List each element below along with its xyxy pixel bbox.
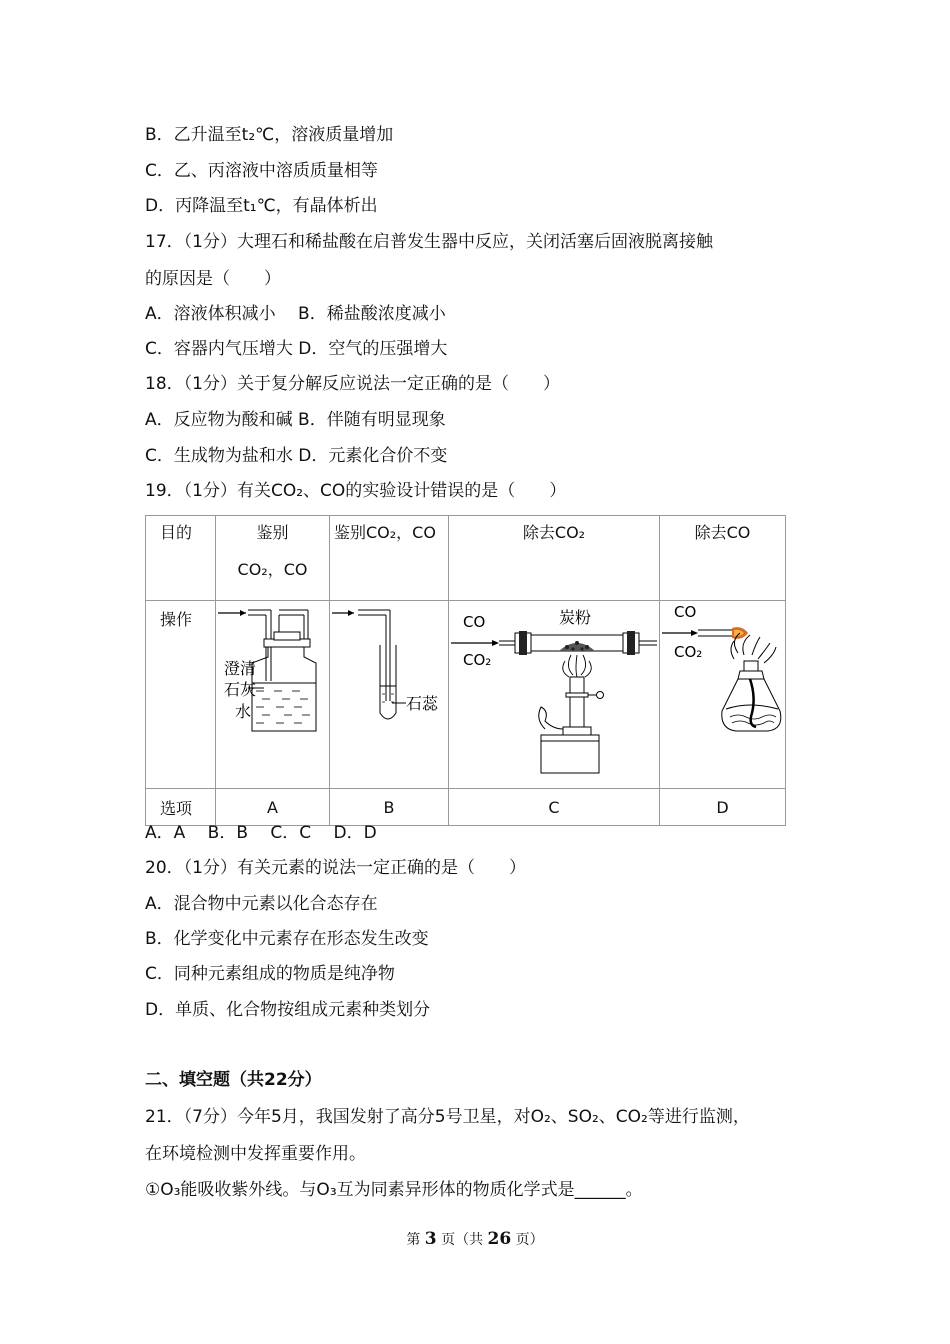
figure-c-carbon-tube-burner	[449, 601, 660, 789]
q18-options-ab: A．反应物为酸和碱 B．伴随有明显现象	[145, 410, 446, 430]
q17-stem-line2: 的原因是（ ）	[145, 269, 281, 289]
label-c-gas-co2: CO₂	[463, 651, 492, 669]
footer-pre: 第	[406, 1232, 421, 1248]
q20-stem: 20．（1分）有关元素的说法一定正确的是（ ）	[145, 858, 526, 878]
figure-a-limewater-bottle	[216, 601, 330, 789]
footer-total-pages: 26	[487, 1229, 512, 1249]
q20-option-d: D．单质、化合物按组成元素种类划分	[145, 1000, 431, 1020]
q16-option-c: C．乙、丙溶液中溶质质量相等	[145, 161, 378, 181]
footer-post: 页）	[515, 1232, 544, 1248]
label-limewater-1: 澄清	[224, 659, 257, 678]
purpose-a-line2: CO₂，CO	[237, 560, 308, 579]
table-cell-purpose-d: 除去CO	[660, 516, 786, 601]
label-carbon-powder: 炭粉	[559, 608, 592, 627]
q19-table	[145, 515, 786, 826]
label-d-gas-co: CO	[674, 603, 697, 621]
q16-option-d: D．丙降温至t₁℃，有晶体析出	[145, 196, 378, 216]
footer-page-number: 3	[424, 1229, 437, 1249]
q19-options: A．A B．B C．C D．D	[145, 823, 377, 843]
q20-option-b: B．化学变化中元素存在形态发生改变	[145, 929, 429, 949]
label-limewater-3: 水	[235, 702, 252, 721]
table-header-purpose: 目的	[146, 516, 216, 601]
q16-option-b: B．乙升温至t₂℃，溶液质量增加	[145, 125, 394, 145]
q20-option-c: C．同种元素组成的物质是纯净物	[145, 964, 395, 984]
table-cell-purpose-b: 鉴别CO₂，CO	[330, 516, 449, 601]
q18-options-cd: C．生成物为盐和水 D．元素化合价不变	[145, 446, 448, 466]
option-cell-a: A	[216, 789, 330, 826]
q18-stem: 18．（1分）关于复分解反应说法一定正确的是（ ）	[145, 374, 560, 394]
option-cell-b: B	[330, 789, 449, 826]
table-cell-purpose-c: 除去CO₂	[449, 516, 660, 601]
q17-stem-line1: 17．（1分）大理石和稀盐酸在启普发生器中反应，关闭活塞后固液脱离接触	[145, 232, 713, 252]
label-c-gas-co: CO	[463, 613, 486, 631]
q21-stem-line2: 在环境检测中发挥重要作用。	[145, 1144, 366, 1164]
table-cell-purpose-a	[216, 516, 330, 601]
q17-options-ab: A．溶液体积减小 B．稀盐酸浓度减小	[145, 304, 446, 324]
label-d-gas-co2: CO₂	[674, 643, 703, 661]
section-heading: 二、填空题（共22分）	[145, 1070, 322, 1090]
q21-sub1: ①O₃能吸收紫外线。与O₃互为同素异形体的物质化学式是______。	[145, 1180, 643, 1200]
q20-option-a: A．混合物中元素以化合态存在	[145, 894, 378, 914]
option-cell-d: D	[660, 789, 786, 826]
purpose-a-line1: 鉴别	[256, 523, 289, 542]
table-header-option: 选项	[146, 789, 216, 826]
page-footer	[0, 1229, 950, 1249]
figure-b-litmus-tube	[330, 601, 449, 789]
table-header-operation: 操作	[146, 601, 216, 789]
label-litmus: 石蕊	[406, 694, 439, 713]
footer-mid: 页（共	[441, 1232, 484, 1248]
q19-stem: 19．（1分）有关CO₂、CO的实验设计错误的是（ ）	[145, 481, 567, 501]
figure-d-co-burn-lamp	[660, 601, 786, 789]
option-cell-c: C	[449, 789, 660, 826]
label-limewater-2: 石灰	[224, 680, 257, 699]
q21-stem-line1: 21．（7分）今年5月，我国发射了高分5号卫星，对O₂、SO₂、CO₂等进行监测，	[145, 1107, 750, 1127]
q17-options-cd: C．容器内气压增大 D．空气的压强增大	[145, 339, 448, 359]
